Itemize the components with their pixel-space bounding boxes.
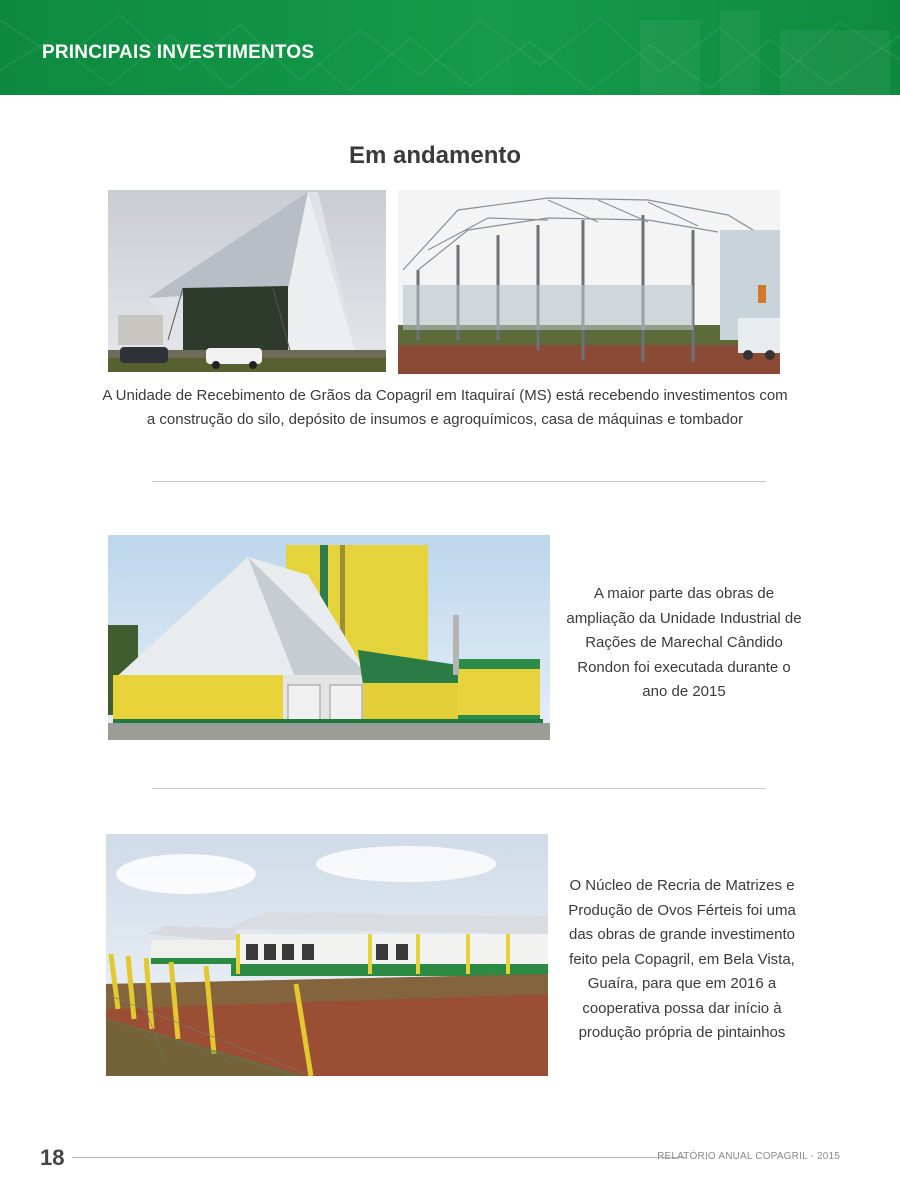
- footer-report-name: RELATÓRIO ANUAL COPAGRIL - 2015: [657, 1151, 840, 1162]
- warehouse-frame-photo: [398, 190, 780, 374]
- section-divider: [152, 788, 766, 789]
- silo-caption: A Unidade de Recebimento de Grãos da Copagril em Itaquiraí (MS) está recebendo investimentos com a construção do silo, depósito de insumos e agroquímicos, casa de máquinas e tombador: [102, 387, 788, 428]
- silo-photo: [108, 190, 386, 372]
- footer-divider: [72, 1157, 687, 1158]
- section-title: Em andamento: [348, 142, 522, 169]
- page-number: 18: [40, 1145, 65, 1170]
- feed-mill-photo: [108, 535, 550, 740]
- page-header-title: PRINCIPAIS INVESTIMENTOS: [42, 42, 315, 63]
- section-divider: [152, 481, 766, 482]
- feed-mill-text: A maior parte das obras de ampliação da Unidade Industrial de Rações de Marechal Cândido Rondon foi executada durante o ano de 2015: [566, 585, 802, 700]
- poultry-text: O Núcleo de Recria de Matrizes e Produção de Ovos Férteis foi uma das obras de grande investimento feito pela Copagril, em Bela Vista, Guaíra, para que em 2016 a cooperativa possa dar início à produção própria de pintainhos: [568, 877, 796, 1041]
- poultry-barns-photo: [106, 834, 548, 1076]
- header-banner: [0, 0, 900, 95]
